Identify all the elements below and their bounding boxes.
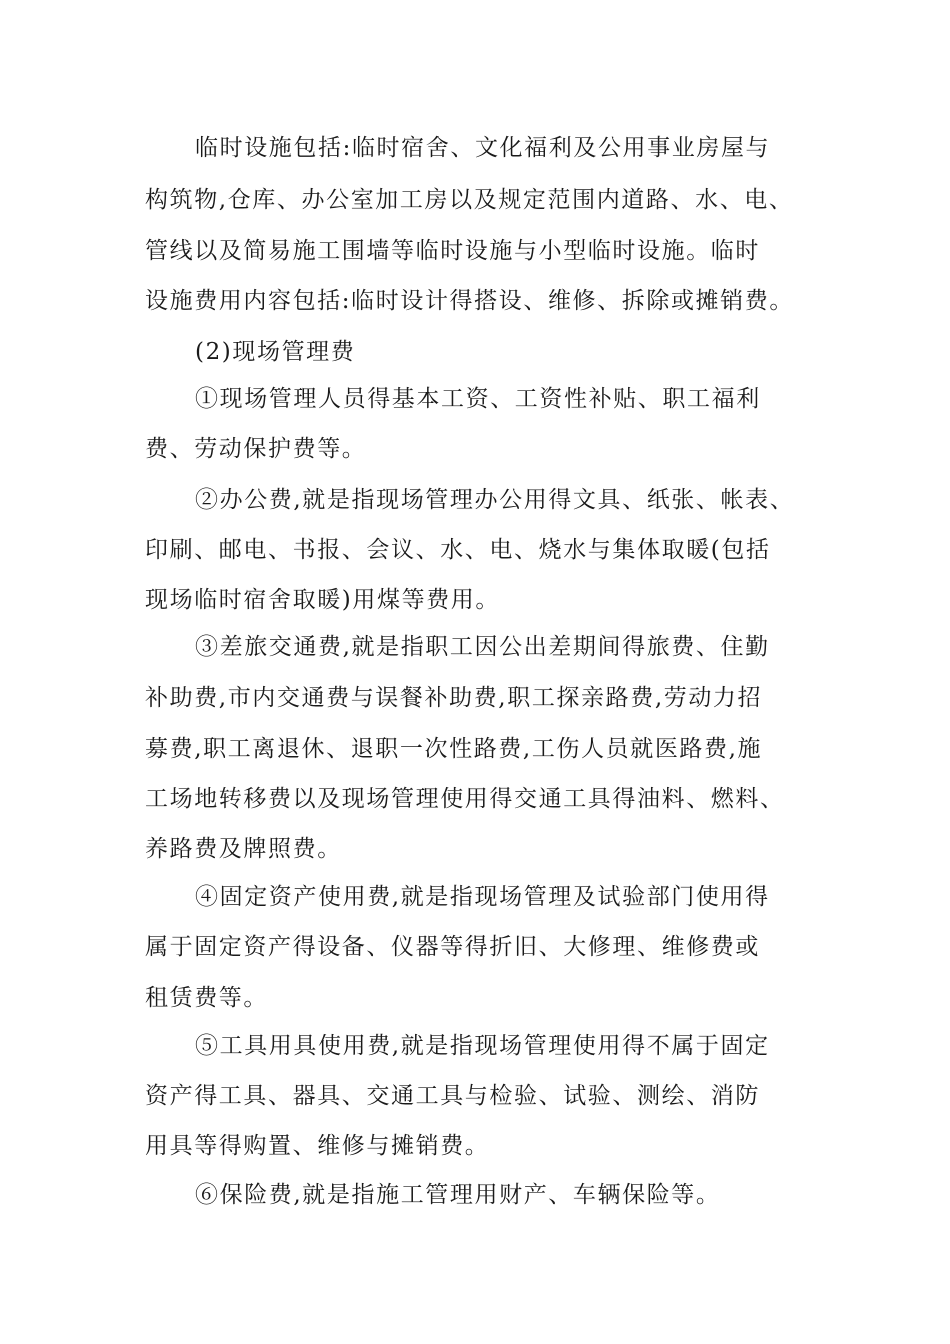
text-line-8: ②办公费,就是指现场管理办公用得文具、纸张、帐表、 <box>195 487 795 513</box>
text-line-11: ③差旅交通费,就是指职工因公出差期间得旅费、住勤 <box>195 634 770 660</box>
text-line-20: 资产得工具、器具、交通工具与检验、试验、测绘、消防 <box>145 1083 760 1109</box>
text-line-19: ⑤工具用具使用费,就是指现场管理使用得不属于固定 <box>195 1033 770 1059</box>
text-line-12: 补助费,市内交通费与误餐补助费,职工探亲路费,劳动力招 <box>145 685 763 711</box>
text-line-2: 构筑物,仓库、办公室加工房以及规定范围内道路、水、电、 <box>145 187 794 213</box>
text-line-16: ④固定资产使用费,就是指现场管理及试验部门使用得 <box>195 884 770 910</box>
text-line-17: 属于固定资产得设备、仪器等得折旧、大修理、维修费或 <box>145 934 760 960</box>
text-line-13: 募费,职工离退休、退职一次性路费,工伤人员就医路费,施 <box>145 736 763 762</box>
text-line-15: 养路费及牌照费。 <box>145 836 342 862</box>
text-line-3: 管线以及简易施工围墙等临时设施与小型临时设施。临时 <box>145 238 760 264</box>
text-line-10: 现场临时宿舍取暖)用煤等费用。 <box>145 587 500 613</box>
text-line-18: 租赁费等。 <box>145 985 268 1011</box>
text-line-14: 工场地转移费以及现场管理使用得交通工具得油料、燃料、 <box>145 786 785 812</box>
text-line-6: ①现场管理人员得基本工资、工资性补贴、职工福利 <box>195 386 761 412</box>
section-heading: (2)现场管理费 <box>195 339 356 365</box>
text-line-9: 印刷、邮电、书报、会议、水、电、烧水与集体取暖(包括 <box>145 537 771 563</box>
text-line-4: 设施费用内容包括:临时设计得搭设、维修、拆除或摊销费。 <box>145 288 794 314</box>
text-line-1: 临时设施包括:临时宿舍、文化福利及公用事业房屋与 <box>195 135 771 161</box>
text-line-21: 用具等得购置、维修与摊销费。 <box>145 1133 490 1159</box>
text-line-22: ⑥保险费,就是指施工管理用财产、车辆保险等。 <box>195 1182 721 1208</box>
text-line-7: 费、劳动保护费等。 <box>145 436 367 462</box>
